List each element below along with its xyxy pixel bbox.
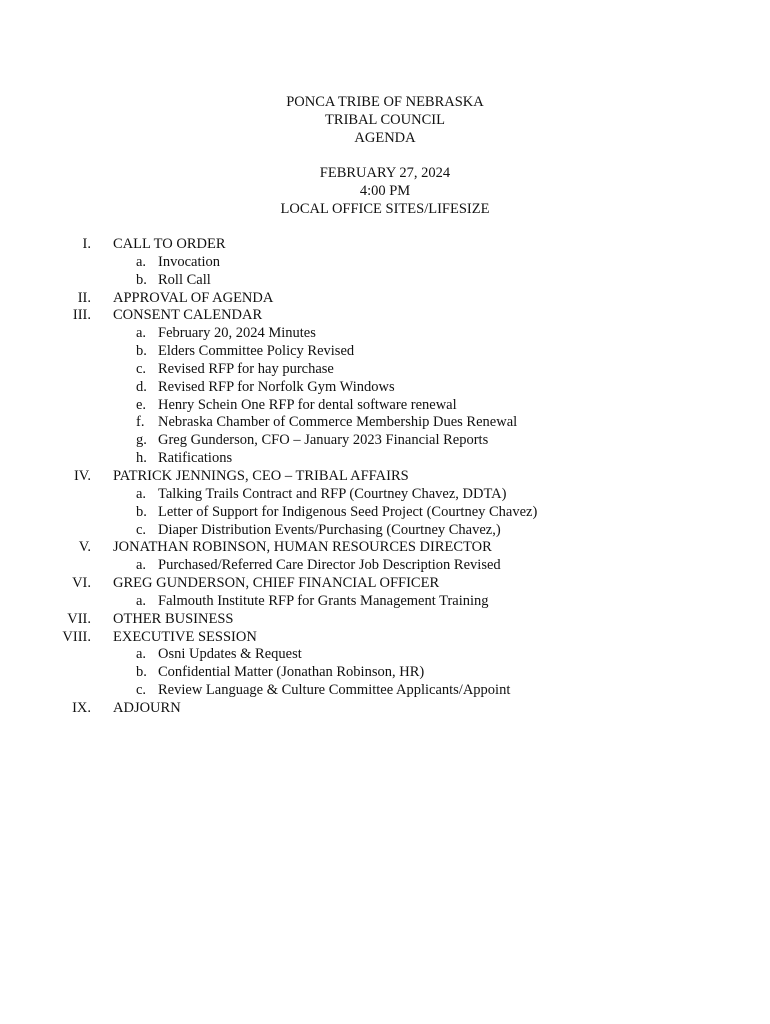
agenda-subitem <box>0 379 770 397</box>
agenda-item-number: IX. <box>72 699 91 716</box>
agenda-subitem-text: Revised RFP for Norfolk Gym Windows <box>158 378 395 395</box>
agenda-item-title: PATRICK JENNINGS, CEO – TRIBAL AFFAIRS <box>113 467 409 484</box>
agenda-subitem <box>0 450 770 468</box>
agenda-item <box>0 629 770 647</box>
agenda-subitem-letter: a. <box>136 485 147 502</box>
agenda-subitem <box>0 343 770 361</box>
document-title: AGENDA <box>354 129 416 146</box>
agenda-subitem-text: Elders Committee Policy Revised <box>158 343 355 360</box>
agenda-subitem <box>0 646 770 664</box>
agenda-subitem-letter: c. <box>136 360 147 377</box>
agenda-subitem-letter: b. <box>136 664 147 681</box>
agenda-item-number: II. <box>77 289 91 306</box>
agenda-item-title: GREG GUNDERSON, CHIEF FINANCIAL OFFICER <box>113 575 440 592</box>
agenda-item <box>0 468 770 486</box>
agenda-item-title: APPROVAL OF AGENDA <box>113 289 274 306</box>
agenda-subitem-letter: c. <box>136 682 147 699</box>
agenda-item-title: EXECUTIVE SESSION <box>113 628 257 645</box>
agenda-subitem-letter: f. <box>136 414 145 431</box>
agenda-subitem-letter: b. <box>136 503 147 520</box>
agenda-subitem-letter: a. <box>136 646 147 663</box>
agenda-subitem <box>0 397 770 415</box>
agenda-subitem-letter: b. <box>136 271 147 288</box>
agenda-subitem-letter: a. <box>136 253 147 270</box>
agenda-subitem-text: Letter of Support for Indigenous Seed Project (Courtney Chavez) <box>158 503 538 520</box>
agenda-item-number: VIII. <box>62 628 91 645</box>
agenda-item-title: OTHER BUSINESS <box>113 610 234 627</box>
meeting-location: LOCAL OFFICE SITES/LIFESIZE <box>280 200 490 217</box>
agenda-subitem-letter: g. <box>136 432 147 449</box>
agenda-subitem-text: Falmouth Institute RFP for Grants Management Training <box>158 592 489 609</box>
agenda-subitem <box>0 682 770 700</box>
org-name: PONCA TRIBE OF NEBRASKA <box>286 94 484 110</box>
agenda-subitem <box>0 325 770 343</box>
agenda-subitem <box>0 504 770 522</box>
agenda-item-number: VI. <box>72 575 91 592</box>
agenda-subitem <box>0 361 770 379</box>
agenda-item-number: VII. <box>67 610 91 627</box>
header-spacer <box>0 147 770 165</box>
agenda-subitem-text: Talking Trails Contract and RFP (Courtney Chavez, DDTA) <box>158 485 507 502</box>
agenda-subitem-text: Diaper Distribution Events/Purchasing (Courtney Chavez,) <box>158 521 501 538</box>
agenda-subitem-text: Roll Call <box>158 271 211 288</box>
agenda-subitem-text: Review Language & Culture Committee Applicants/Appoint <box>158 682 511 699</box>
agenda-item-title: ADJOURN <box>113 699 181 716</box>
council-name: TRIBAL COUNCIL <box>325 111 445 128</box>
agenda-subitem-text: Henry Schein One RFP for dental software renewal <box>158 396 457 413</box>
agenda-subitem <box>0 414 770 432</box>
agenda-subitem-letter: c. <box>136 521 147 538</box>
agenda-item-number: I. <box>82 236 91 252</box>
agenda-item-title: JONATHAN ROBINSON, HUMAN RESOURCES DIRECTOR <box>113 539 492 556</box>
agenda-item-number: III. <box>72 307 91 324</box>
agenda-subitem <box>0 432 770 450</box>
agenda-list <box>0 236 770 718</box>
agenda-subitem-text: Purchased/Referred Care Director Job Description Revised <box>158 557 501 574</box>
agenda-item-number: V. <box>78 539 91 556</box>
agenda-subitem-text: Osni Updates & Request <box>158 646 302 663</box>
agenda-header <box>0 94 770 219</box>
agenda-item <box>0 539 770 557</box>
agenda-subitem-text: Invocation <box>158 253 221 270</box>
agenda-subitem <box>0 593 770 611</box>
agenda-subitem-text: Nebraska Chamber of Commerce Membership Dues Renewal <box>158 414 518 431</box>
agenda-item <box>0 575 770 593</box>
meeting-time: 4:00 PM <box>359 182 411 199</box>
meeting-date: FEBRUARY 27, 2024 <box>319 165 451 182</box>
agenda-item-title: CONSENT CALENDAR <box>113 307 263 324</box>
agenda-subitem <box>0 664 770 682</box>
agenda-subitem <box>0 254 770 272</box>
agenda-subitem-letter: a. <box>136 557 147 574</box>
agenda-subitem <box>0 557 770 575</box>
agenda-subitem <box>0 522 770 540</box>
agenda-subitem-letter: a. <box>136 325 147 342</box>
agenda-subitem-letter: h. <box>136 450 147 467</box>
agenda-subitem-text: February 20, 2024 Minutes <box>158 325 316 342</box>
agenda-subitem <box>0 486 770 504</box>
agenda-subitem-letter: a. <box>136 592 147 609</box>
agenda-item-number: IV. <box>73 467 91 484</box>
agenda-subitem-letter: e. <box>136 396 147 413</box>
agenda-item <box>0 236 770 254</box>
agenda-subitem-text: Greg Gunderson, CFO – January 2023 Financial Reports <box>158 432 489 449</box>
agenda-item <box>0 290 770 308</box>
agenda-subitem-text: Revised RFP for hay purchase <box>158 360 334 377</box>
agenda-item <box>0 307 770 325</box>
agenda-subitem-letter: b. <box>136 343 147 360</box>
agenda-item <box>0 611 770 629</box>
agenda-subitem-text: Confidential Matter (Jonathan Robinson, HR) <box>158 664 425 681</box>
agenda-subitem <box>0 272 770 290</box>
agenda-subitem-letter: d. <box>136 378 147 395</box>
agenda-item <box>0 700 770 718</box>
agenda-subitem-text: Ratifications <box>158 450 233 467</box>
agenda-item-title: CALL TO ORDER <box>113 236 226 252</box>
